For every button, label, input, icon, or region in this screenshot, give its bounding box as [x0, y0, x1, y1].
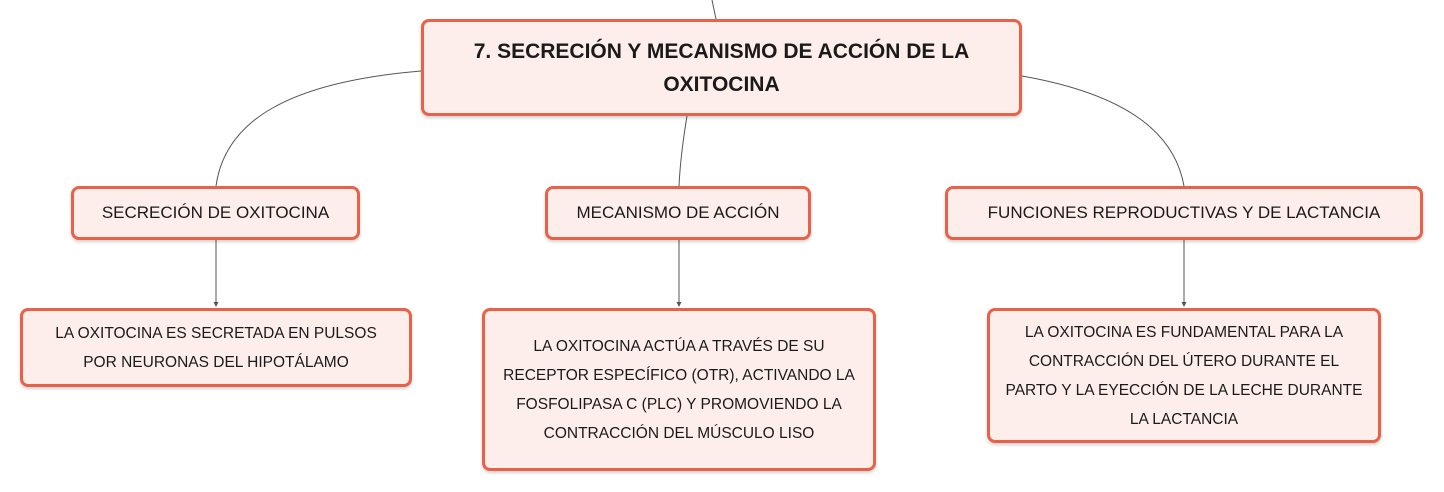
root-topic-title: 7. SECRECIÓN Y MECANISMO DE ACCIÓN DE LA OXITOCINA: [473, 39, 970, 96]
connector-root-to-mecanismo: [679, 116, 687, 186]
subtopic-node-funciones-detail[interactable]: [987, 308, 1381, 443]
connector-parent-to-root: [712, 0, 716, 19]
topic-label-mecanismo: MECANISMO DE ACCIÓN: [576, 203, 780, 222]
topic-node-mecanismo[interactable]: [545, 186, 811, 240]
topic-node-secrecion[interactable]: [71, 186, 360, 240]
connector-root-to-secrecion: [216, 71, 421, 186]
subtopic-text-secrecion: LA OXITOCINA ES SECRETADA EN PULSOS POR NEURONAS DEL HIPOTÁLAMO: [55, 324, 377, 371]
subtopic-node-mecanismo-detail[interactable]: [482, 308, 876, 471]
subtopic-node-secrecion-detail[interactable]: [20, 308, 412, 387]
root-topic-node[interactable]: [421, 19, 1022, 116]
subtopic-text-funciones: LA OXITOCINA ES FUNDAMENTAL PARA LA CONTRACCIÓN DEL ÚTERO DURANTE EL PARTO Y LA EYECCIÓN DE LA LECHE DURANTE LA LACTANCIA: [1005, 323, 1363, 428]
connector-root-to-funciones: [1022, 76, 1184, 186]
subtopic-text-mecanismo: LA OXITOCINA ACTÚA A TRAVÉS DE SU RECEPTOR ESPECÍFICO (OTR), ACTIVANDO LA FOSFOLIPASA C (PLC) Y PROMOVIENDO LA CONTRACCIÓN DEL MÚSCULO LISO: [503, 337, 855, 442]
topic-label-secrecion: SECRECIÓN DE OXITOCINA: [101, 203, 330, 222]
arrowhead-funciones-detail: [1182, 302, 1187, 307]
topic-node-funciones[interactable]: [945, 186, 1423, 240]
topic-label-funciones: FUNCIONES REPRODUCTIVAS Y DE LACTANCIA: [987, 203, 1381, 222]
arrowhead-secrecion-detail: [214, 302, 219, 307]
arrowhead-mecanismo-detail: [677, 302, 682, 307]
